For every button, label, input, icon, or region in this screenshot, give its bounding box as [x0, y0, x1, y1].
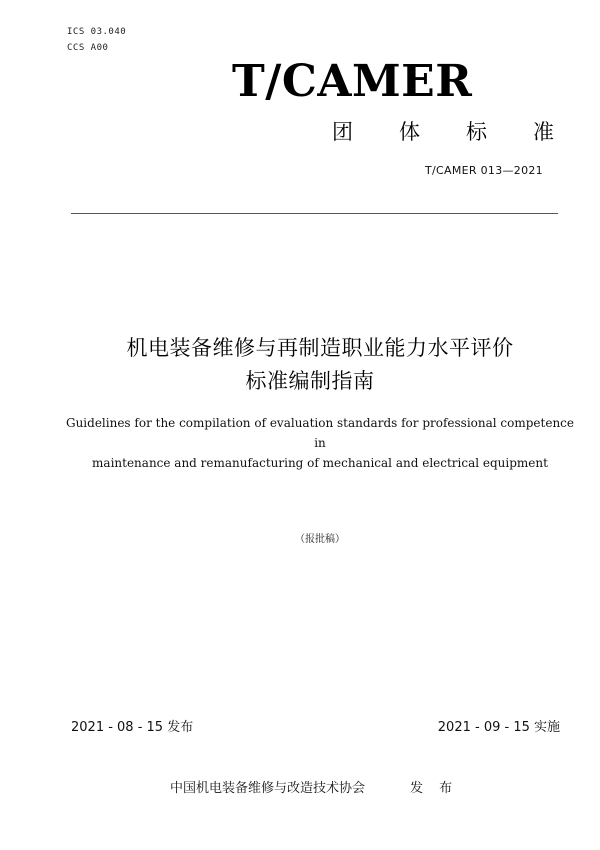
- standard-type-char: 体: [399, 120, 420, 144]
- publisher-name: 中国机电装备维修与改造技术协会: [170, 781, 366, 796]
- issue-date: 2021 - 08 - 15 发布: [71, 720, 194, 735]
- chinese-title-line1: 机电装备维修与再制造职业能力水平评价: [126, 336, 514, 360]
- chinese-title: [0, 332, 600, 398]
- english-title-line1: Guidelines for the compilation of evaluation standards for professional competence in: [65, 416, 574, 450]
- header-divider: [71, 213, 558, 214]
- english-title: [60, 413, 580, 473]
- draft-status: （报批稿）: [295, 534, 345, 545]
- ccs-code: CCS A00: [67, 43, 109, 53]
- standard-number: T/CAMER 013—2021: [424, 164, 543, 177]
- english-title-line2: maintenance and remanufacturing of mechanical and electrical equipment: [92, 456, 548, 470]
- publish-label: 发 布: [410, 781, 459, 796]
- organization-code-logo: T/CAMER: [232, 56, 473, 107]
- standard-type: [332, 116, 554, 146]
- implementation-date: 2021 - 09 - 15 实施: [437, 720, 560, 735]
- ics-code: ICS 03.040: [67, 27, 127, 37]
- standard-type-char: 团: [332, 120, 353, 144]
- chinese-title-line2: 标准编制指南: [245, 369, 375, 393]
- standard-type-char: 准: [533, 120, 554, 144]
- standard-type-char: 标: [466, 120, 487, 144]
